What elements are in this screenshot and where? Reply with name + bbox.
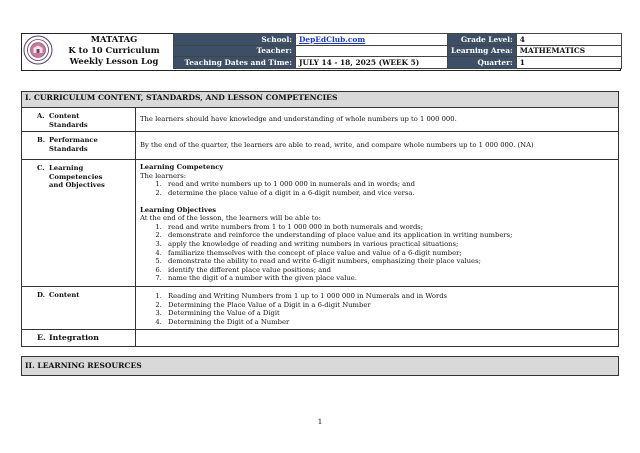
section1-title: I. CURRICULUM CONTENT, STANDARDS, AND LESSON COMPETENCIES — [22, 92, 619, 108]
content-item: 2. Determining the Place Value of a Digit in a 6-digit Number — [164, 301, 614, 310]
deped-seal-icon — [23, 35, 53, 65]
integration-label: E. Integration — [22, 330, 136, 347]
lesson-table — [21, 91, 619, 376]
brand-block — [56, 34, 172, 68]
content-list — [140, 292, 614, 326]
content-label: D. Content — [22, 286, 136, 329]
dates-label: Teaching Dates and Time: — [174, 57, 296, 69]
competency-item: 2. determine the place value of a digit in a 6-digit number, and vice versa. — [164, 189, 614, 198]
objective-item: 5. demonstrate the ability to read and write 6-digit numbers, emphasizing their place values; — [164, 257, 614, 266]
area-value: MATHEMATICS — [516, 45, 621, 57]
objective-item: 2. demonstrate and reinforce the understanding of place value and its application in writing numbers; — [164, 231, 614, 240]
integration-text — [136, 330, 619, 347]
content-standards-label: A. Content Standards — [22, 108, 136, 132]
performance-standards-label: B. Performance Standards — [22, 132, 136, 160]
header-info-table — [173, 33, 622, 69]
objective-item: 3. apply the knowledge of reading and writing numbers in various practical situations; — [164, 240, 614, 249]
teacher-value — [296, 45, 448, 57]
quarter-label: Quarter: — [448, 57, 517, 69]
quarter-value: 1 — [516, 57, 621, 69]
content-item: 3. Determining the Value of a Digit — [164, 309, 614, 318]
content-cell — [136, 286, 619, 329]
performance-standards-text: By the end of the quarter, the learners are able to read, write, and compare whole numbers up to 1 000 000. (NA) — [136, 132, 619, 160]
content-item: 4. Determining the Digit of a Number — [164, 318, 614, 327]
brand-line-wll: Weekly Lesson Log — [69, 56, 159, 67]
content-item: 1. Reading and Writing Numbers from 1 up to 1 000 000 in Numerals and in Words — [164, 292, 614, 301]
area-label: Learning Area: — [448, 45, 517, 57]
grade-label: Grade Level: — [448, 34, 517, 46]
content-standards-text: The learners should have knowledge and understanding of whole numbers up to 1 000 000. — [136, 108, 619, 132]
objective-item: 6. identify the different place value positions; and — [164, 266, 614, 275]
section-spacer — [22, 347, 619, 357]
objectives-intro: At the end of the lesson, the learners will be able to: — [140, 214, 321, 223]
objective-item: 7. name the digit of a number with the given place value. — [164, 274, 614, 283]
school-link[interactable]: DepEdClub.com — [299, 34, 366, 44]
objectives-list — [140, 223, 614, 283]
objective-item: 1. read and write numbers from 1 to 1 000 000 in both numerals and words; — [164, 223, 614, 232]
objective-item: 4. familiarize themselves with the concept of place value and value of a 6-digit number; — [164, 249, 614, 258]
school-label: School: — [174, 34, 296, 46]
competency-intro: The learners: — [140, 171, 187, 180]
brand-line-matatag: MATATAG — [90, 34, 138, 44]
teacher-label: Teacher: — [174, 45, 296, 57]
page-number: 1 — [317, 417, 323, 426]
competency-list — [140, 180, 614, 197]
brand-line-curriculum: K to 10 Curriculum — [68, 45, 160, 56]
section2-title: II. LEARNING RESOURCES — [22, 357, 619, 376]
competency-heading: Learning Competency — [140, 163, 224, 172]
school-value — [296, 34, 448, 46]
competency-item: 1. read and write numbers up to 1 000 000 in numerals and in words; and — [164, 180, 614, 189]
grade-value: 4 — [516, 34, 621, 46]
competencies-cell — [136, 160, 619, 287]
competencies-label: C. Learning Competencies and Objectives — [22, 160, 136, 287]
objectives-heading: Learning Objectives — [140, 205, 217, 214]
dates-value: JULY 14 - 18, 2025 (WEEK 5) — [296, 57, 448, 69]
